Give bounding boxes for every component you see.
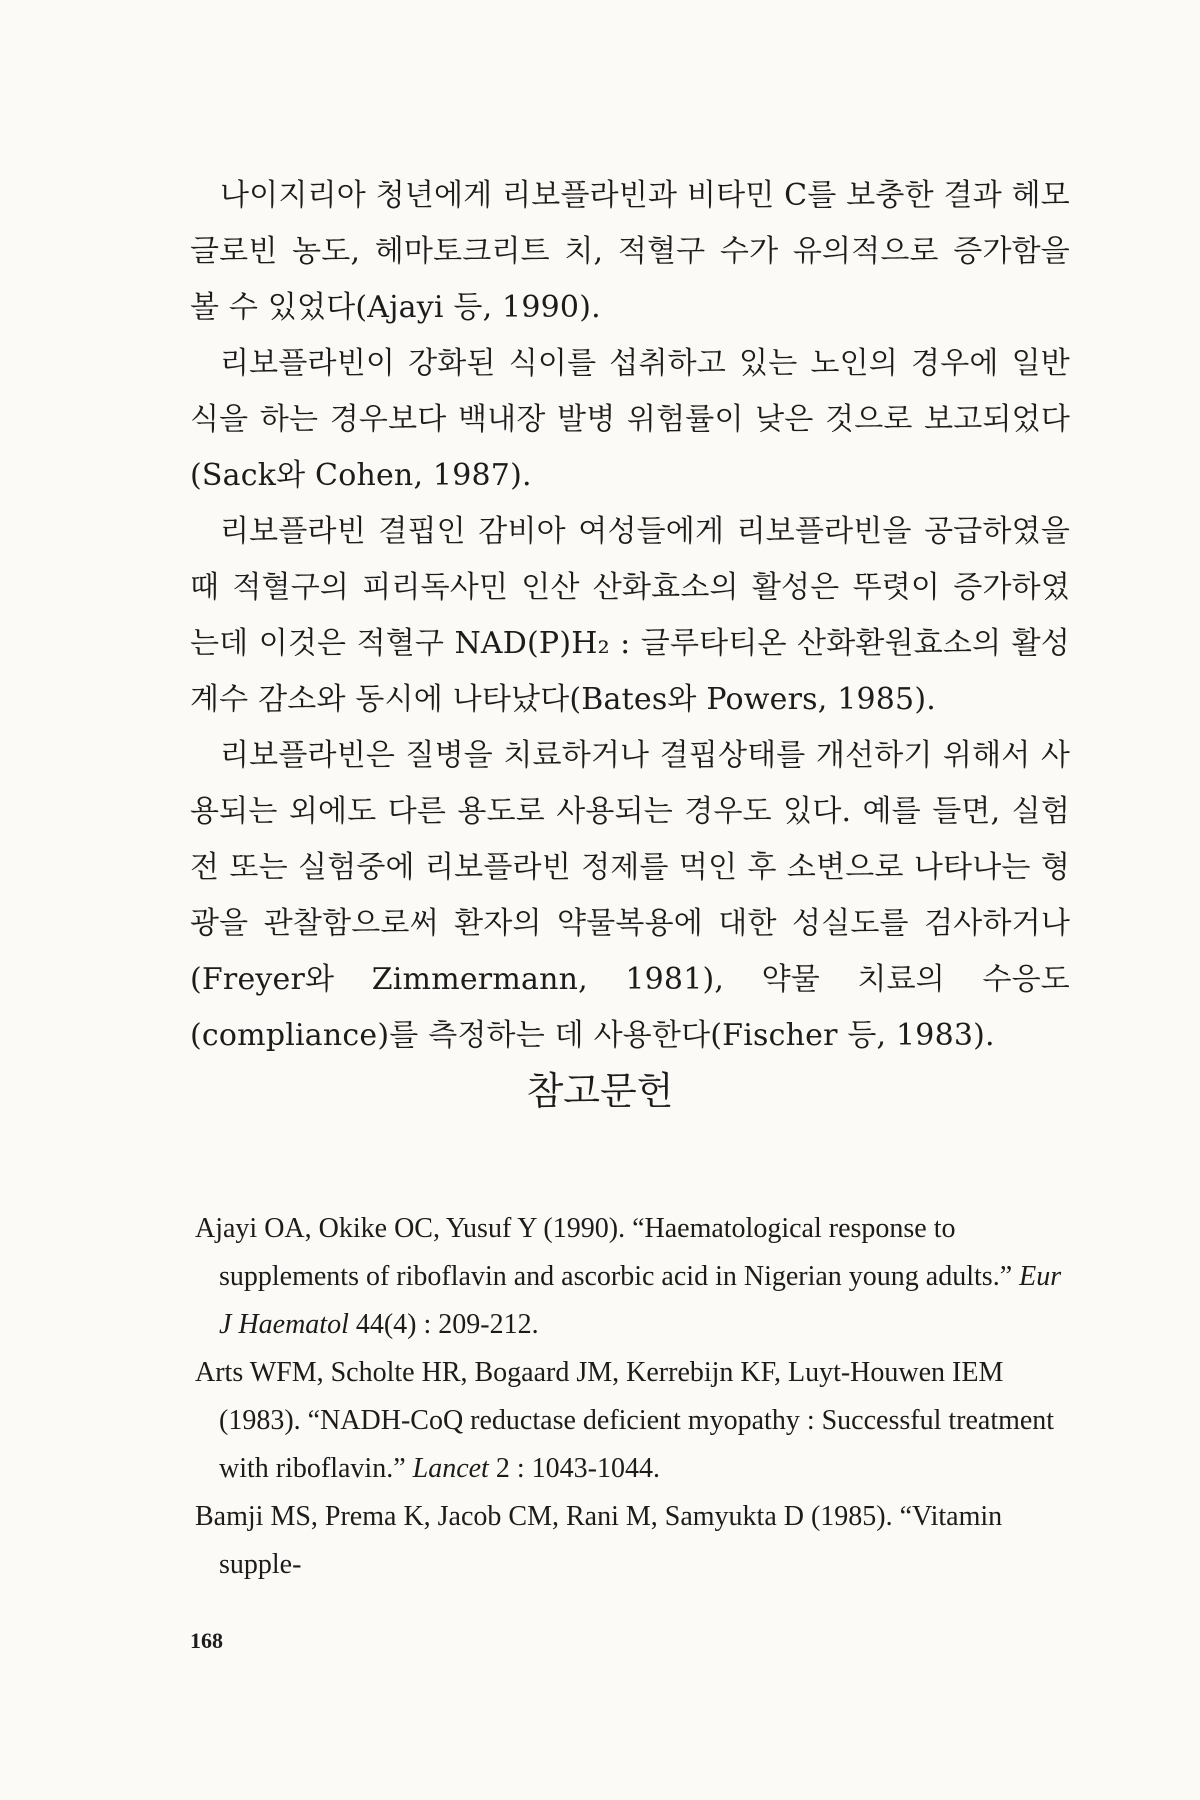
reference-journal: Lancet	[412, 1453, 489, 1484]
paragraph: 리보플라빈 결핍인 감비아 여성들에게 리보플라빈을 공급하였을 때 적혈구의 피리독사민 인산 산화효소의 활성은 뚜렷이 증가하였는데 이것은 적혈구 NAD(P)H₂ : 글루타티온 산화환원효소의 활성계수 감소와 동시에 나타났다(Bates와 Powers, 1985).	[190, 514, 1070, 717]
reference-text: Ajayi OA, Okike OC, Yusuf Y (1990). “Haematological response to supplements of riboflavin and ascorbic acid in Nigerian young adults.”	[195, 1213, 1020, 1292]
reference-item	[195, 1349, 1080, 1493]
paragraph: 리보플라빈은 질병을 치료하거나 결핍상태를 개선하기 위해서 사용되는 외에도 다른 용도로 사용되는 경우도 있다. 예를 들면, 실험전 또는 실험중에 리보플라빈 정제를 먹인 후 소변으로 나타나는 형광을 관찰함으로써 환자의 약물복용에 대한 성실도를 검사하거나(Freyer와 Zimmermann, 1981), 약물 치료의 수응도(compliance)를 측정하는 데 사용한다(Fischer 등, 1983).	[190, 738, 1070, 1053]
reference-item	[195, 1493, 1080, 1589]
reference-text: Bamji MS, Prema K, Jacob CM, Rani M, Samyukta D (1985). “Vitamin supple-	[195, 1501, 1003, 1580]
reference-item	[195, 1205, 1080, 1349]
paragraph: 나이지리아 청년에게 리보플라빈과 비타민 C를 보충한 결과 헤모글로빈 농도, 헤마토크리트 치, 적혈구 수가 유의적으로 증가함을 볼 수 있었다(Ajayi 등, 1990).	[190, 178, 1070, 325]
page-number: 168	[190, 1628, 223, 1653]
reference-journal: Eur J Haematol	[219, 1261, 1062, 1340]
references-heading: 참고문헌	[526, 1069, 674, 1113]
paragraph: 리보플라빈이 강화된 식이를 섭취하고 있는 노인의 경우에 일반식을 하는 경우보다 백내장 발병 위험률이 낮은 것으로 보고되었다(Sack와 Cohen, 1987).	[190, 346, 1070, 493]
reference-tail: 2 : 1043-1044.	[488, 1453, 660, 1484]
reference-tail: 44(4) : 209-212.	[348, 1309, 539, 1340]
body-text	[190, 168, 1070, 1064]
reference-list	[195, 1205, 1080, 1589]
reference-text: Arts WFM, Scholte HR, Bogaard JM, Kerrebijn KF, Luyt-Houwen IEM (1983). “NADH-CoQ reductase deficient myopathy : Successful treatment with riboflavin.”	[195, 1357, 1055, 1484]
